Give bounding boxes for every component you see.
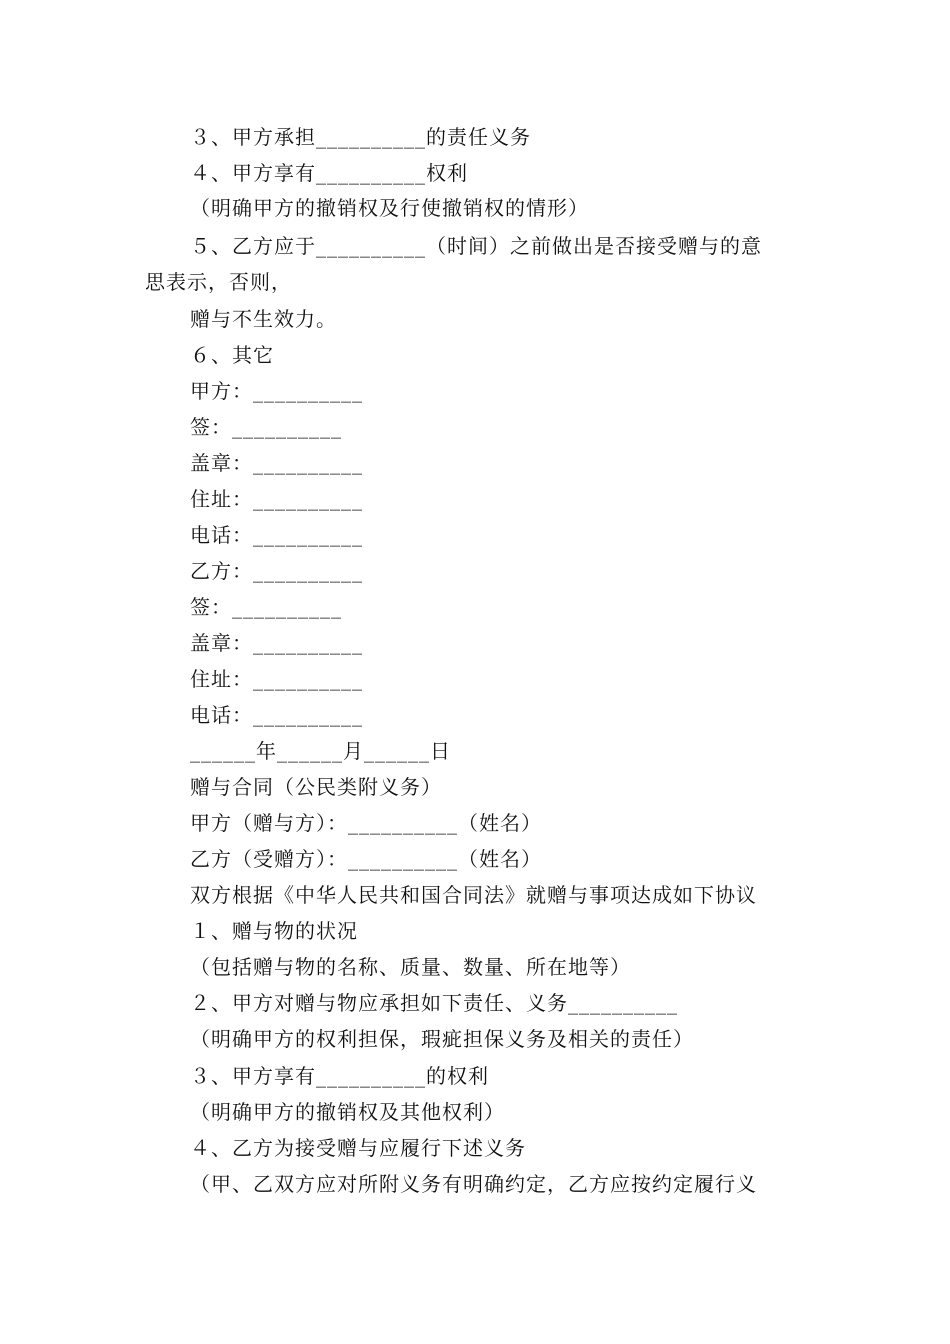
party-b-address-field: 住址：__________ xyxy=(190,667,363,691)
party-b-phone-field: 电话：__________ xyxy=(190,703,363,727)
clause-3b-note: （明确甲方的撤销权及其他权利） xyxy=(190,1100,505,1124)
donee-field: 乙方（受赠方）：__________（姓名） xyxy=(190,847,542,871)
clause-1-text: １、赠与物的状况 xyxy=(190,919,358,943)
agreement-preamble: 双方根据《中华人民共和国合同法》就赠与事项达成如下协议 xyxy=(190,883,757,907)
clause-4-note: （明确甲方的撤销权及行使撤销权的情形） xyxy=(190,196,589,220)
clause-2-note: （明确甲方的权利担保，瑕疵担保义务及相关的责任） xyxy=(190,1027,694,1051)
clause-3-text: ３、甲方承担__________的责任义务 xyxy=(190,125,531,149)
contract-title: 赠与合同（公民类附义务） xyxy=(190,775,442,799)
clause-4b-text: ４、乙方为接受赠与应履行下述义务 xyxy=(190,1136,526,1160)
party-a-field: 甲方：__________ xyxy=(190,379,363,403)
party-a-address-field: 住址：__________ xyxy=(190,487,363,511)
clause-5-text: ５、乙方应于__________（时间）之前做出是否接受赠与的意 xyxy=(190,234,762,258)
party-a-signature-field: 签：__________ xyxy=(190,415,342,439)
party-a-seal-field: 盖章：__________ xyxy=(190,451,363,475)
party-b-seal-field: 盖章：__________ xyxy=(190,631,363,655)
clause-6-text: ６、其它 xyxy=(190,343,274,367)
party-a-phone-field: 电话：__________ xyxy=(190,523,363,547)
date-field: ______年______月______日 xyxy=(190,739,451,763)
clause-3b-text: ３、甲方享有__________的权利 xyxy=(190,1064,489,1088)
clause-4b-note: （甲、乙双方应对所附义务有明确约定，乙方应按约定履行义 xyxy=(190,1172,757,1196)
party-b-signature-field: 签：__________ xyxy=(190,595,342,619)
clause-1-note: （包括赠与物的名称、质量、数量、所在地等） xyxy=(190,955,631,979)
party-b-field: 乙方：__________ xyxy=(190,559,363,583)
clause-5-continued: 思表示，否则， xyxy=(145,270,292,294)
donor-field: 甲方（赠与方）：__________（姓名） xyxy=(190,811,542,835)
clause-5-ending: 赠与不生效力。 xyxy=(190,307,337,331)
clause-4-text: ４、甲方享有__________权利 xyxy=(190,161,468,185)
clause-2-text: ２、甲方对赠与物应承担如下责任、义务__________ xyxy=(190,991,678,1015)
